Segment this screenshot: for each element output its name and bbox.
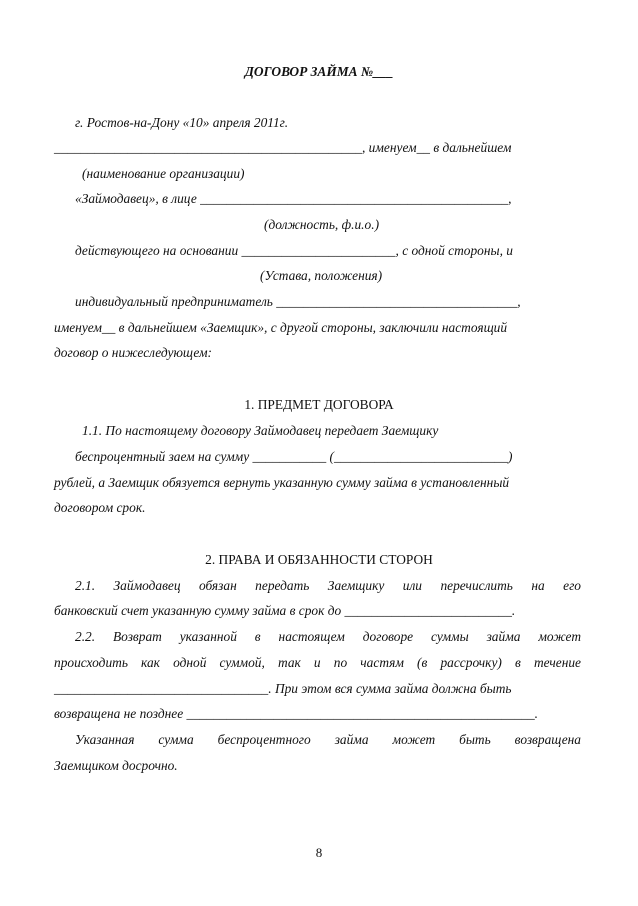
lender-name-line: ______________________________________________, именуем__ в дальнейшем [54, 140, 512, 155]
clause-2-2-line-3: ________________________________. При этом вся сумма займа должна быть [54, 681, 512, 696]
city-date-line: г. Ростов-на-Дону «10» апреля 2011г. [75, 115, 289, 130]
clause-2-3-line-2: Заемщиком досрочно. [54, 758, 178, 773]
document-title: ДОГОВОР ЗАЙМА №___ [244, 64, 394, 79]
clause-1-1-line-3: рублей, а Заемщик обязуется вернуть указанную сумму займа в установленный [54, 475, 510, 490]
intro-end-line: договор о нижеследующем: [54, 345, 212, 360]
clause-2-2-line-2: происходить как одной суммой, так и по частям (в рассрочку) в течение [54, 655, 581, 670]
clause-2-1-line-1: 2.1. Займодавец обязан передать Заемщику или перечислить на его [75, 578, 581, 593]
section-1-heading: 1. ПРЕДМЕТ ДОГОВОРА [244, 397, 394, 412]
clause-1-1-line-2: беспроцентный заем на сумму ___________ (__________________________) [75, 449, 513, 464]
borrower-line: именуем__ в дальнейшем «Заемщик», с другой стороны, заключили настоящий [54, 320, 508, 335]
page-number: 8 [315, 845, 323, 860]
basis-line: действующего на основании _______________________, с одной стороны, и [75, 243, 513, 258]
position-caption: (должность, ф.и.о.) [264, 217, 380, 232]
organization-caption: (наименование организации) [82, 166, 245, 181]
clause-1-1-line-4: договором срок. [54, 500, 146, 515]
charter-caption: (Устава, положения) [260, 268, 383, 283]
clause-2-1-line-2: банковский счет указанную сумму займа в срок до _________________________. [54, 603, 516, 618]
lender-representative-line: «Займодавец», в лице ______________________________________________, [75, 191, 512, 206]
clause-2-3-line-1: Указанная сумма беспроцентного займа может быть возвращена [75, 732, 581, 747]
clause-2-2-line-4: возвращена не позднее ____________________________________________________. [54, 706, 539, 721]
clause-2-2-line-1: 2.2. Возврат указанной в настоящем договоре суммы займа может [75, 629, 581, 644]
section-2-heading: 2. ПРАВА И ОБЯЗАННОСТИ СТОРОН [205, 552, 433, 567]
entrepreneur-line: индивидуальный предприниматель ____________________________________, [75, 294, 521, 309]
clause-1-1-line-1: 1.1. По настоящему договору Займодавец передает Заемщику [82, 423, 439, 438]
